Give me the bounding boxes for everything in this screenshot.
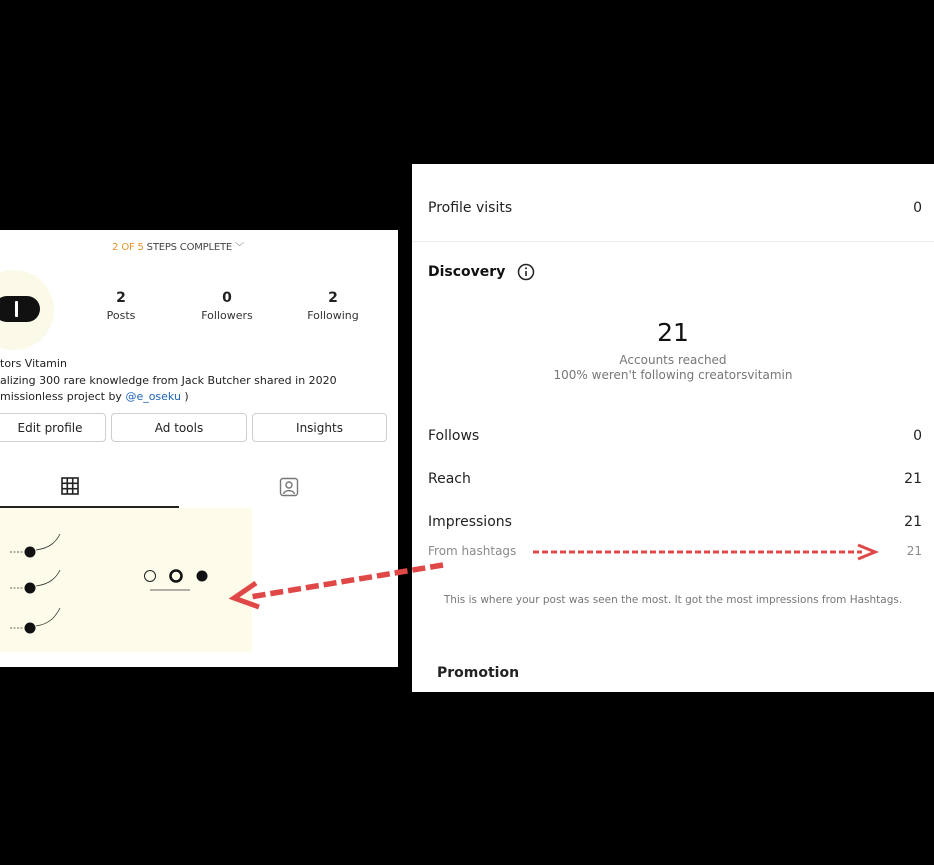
profile-visits-row [428,200,922,216]
followers-count: 0 [222,290,232,306]
info-icon[interactable] [517,263,535,281]
stat-followers[interactable] [187,290,267,322]
profile-visits-label: Profile visits [428,200,513,216]
followers-label: Followers [201,309,253,322]
impressions-row [428,514,922,530]
steps-count: 2 OF 5 [112,242,144,253]
follows-label: Follows [428,428,480,444]
from-hashtags-label: From hashtags [428,544,517,558]
bio-name: tors Vitamin [0,357,67,370]
follows-row [428,428,922,444]
avatar[interactable] [0,270,54,350]
steps-label: STEPS COMPLETE [146,242,233,253]
following-count: 2 [328,290,338,306]
grid-icon[interactable] [61,477,79,495]
from-hashtags-row [428,544,922,558]
accounts-reached-block [412,318,934,382]
bio-credit: missionless project by @e_oseku ) [0,390,189,403]
from-hashtags-value: 21 [906,544,922,558]
reach-row [428,471,922,487]
insights-button[interactable]: Insights [252,413,387,442]
tagged-icon[interactable] [279,477,299,497]
logo-pill [0,296,40,322]
posts-label: Posts [106,309,136,322]
insights-summary: This is where your post was seen the most. It got the most impressions from Hashtags. [443,594,903,606]
impressions-label: Impressions [428,514,512,530]
stat-following[interactable] [293,290,373,322]
edit-profile-button[interactable]: Edit profile [0,413,106,442]
follows-value: 0 [913,428,922,444]
bio-description: alizing 300 rare knowledge from Jack Butcher shared in 2020 [0,373,337,387]
steps-progress[interactable] [0,240,356,253]
reach-value: 21 [904,471,922,487]
stat-posts[interactable] [81,290,161,322]
profile-panel [0,230,398,667]
section-divider [412,241,934,242]
impressions-value: 21 [904,514,922,530]
accounts-reached-value: 21 [657,318,689,347]
promotion-title: Promotion [437,665,520,681]
not-following-label: 100% weren't following creatorsvitamin [553,368,793,382]
insights-panel [412,164,934,692]
following-label: Following [307,309,359,322]
chevron-down-icon: ﹀ [235,243,244,253]
post-diagram-image [0,508,252,652]
reach-label: Reach [428,471,471,487]
post-thumbnail[interactable] [0,508,252,652]
accounts-reached-label: Accounts reached [619,353,727,367]
mention-link[interactable]: @e_oseku [125,390,181,403]
profile-visits-value: 0 [913,200,922,216]
profile-bio [0,356,337,406]
discovery-title: Discovery [428,264,506,280]
ad-tools-button[interactable]: Ad tools [111,413,247,442]
posts-count: 2 [116,290,126,306]
discovery-header [428,263,535,281]
